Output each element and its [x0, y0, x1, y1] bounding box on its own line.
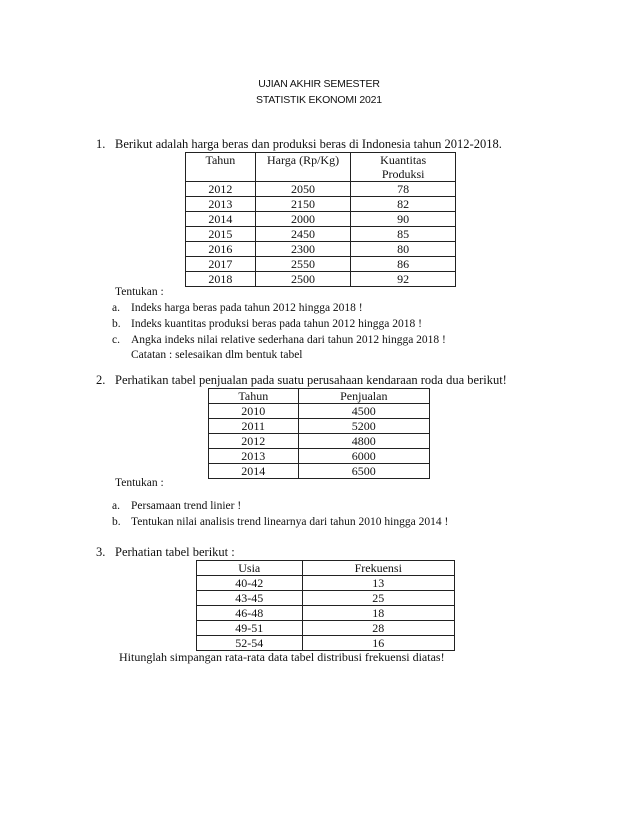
table-cell: 4800: [298, 434, 429, 449]
column-header: Harga (Rp/Kg): [255, 153, 351, 182]
table-cell: 18: [302, 606, 454, 621]
table-row: [186, 182, 456, 197]
table-cell: 2010: [209, 404, 299, 419]
column-header: Penjualan: [298, 389, 429, 404]
column-header: Usia: [197, 561, 303, 576]
item-text: Angka indeks nilai relative sederhana dari tahun 2012 hingga 2018 !: [131, 334, 446, 346]
table-row: [197, 591, 455, 606]
table-cell: 52-54: [197, 636, 303, 651]
table-cell: 82: [351, 197, 456, 212]
table-cell: 2014: [186, 212, 256, 227]
column-header: Produksi: [351, 167, 456, 182]
item-letter: b.: [112, 516, 121, 528]
table-cell: 49-51: [197, 621, 303, 636]
tentukan-label: Tentukan :: [115, 477, 164, 489]
table-cell: 2050: [255, 182, 351, 197]
table-cell: 6500: [298, 464, 429, 479]
item-text: Indeks kuantitas produksi beras pada tahun 2012 hingga 2018 !: [131, 318, 422, 330]
table-cell: 92: [351, 272, 456, 287]
column-header: Tahun: [209, 389, 299, 404]
table-header-row: [209, 389, 430, 404]
table-row: [197, 621, 455, 636]
table-cell: 2300: [255, 242, 351, 257]
question-number: 3.: [96, 545, 106, 559]
table-cell: 2013: [186, 197, 256, 212]
sales-table: [208, 388, 430, 479]
question-number: 2.: [96, 373, 106, 387]
table-header-row: [197, 561, 455, 576]
table-row: [197, 576, 455, 591]
table-cell: 2018: [186, 272, 256, 287]
table-cell: 2012: [209, 434, 299, 449]
rice-price-table: [185, 152, 456, 287]
table-cell: 40-42: [197, 576, 303, 591]
item-letter: c.: [112, 334, 120, 346]
table-cell: 2013: [209, 449, 299, 464]
closing-instruction: Hitunglah simpangan rata-rata data tabel distribusi frekuensi diatas!: [119, 650, 445, 664]
table-row: [186, 257, 456, 272]
table-cell: 2150: [255, 197, 351, 212]
column-header: Frekuensi: [302, 561, 454, 576]
table-row: [209, 464, 430, 479]
table-row: [209, 449, 430, 464]
table-cell: 78: [351, 182, 456, 197]
question-text: Perhatian tabel berikut :: [115, 545, 235, 559]
age-frequency-table: [196, 560, 455, 651]
table-cell: 2015: [186, 227, 256, 242]
column-header: Kuantitas: [351, 153, 456, 168]
table-cell: 43-45: [197, 591, 303, 606]
table-row: [186, 197, 456, 212]
item-text: Tentukan nilai analisis trend linearnya dari tahun 2010 hingga 2014 !: [131, 516, 449, 528]
table-row: [209, 434, 430, 449]
table-cell: 46-48: [197, 606, 303, 621]
table-cell: 2000: [255, 212, 351, 227]
table-cell: 4500: [298, 404, 429, 419]
table-cell: 86: [351, 257, 456, 272]
table-cell: 13: [302, 576, 454, 591]
table-row: [197, 606, 455, 621]
table-cell: 2014: [209, 464, 299, 479]
table-row: [197, 636, 455, 651]
exam-title: UJIAN AKHIR SEMESTER: [258, 78, 380, 90]
item-text: Persamaan trend linier !: [131, 500, 242, 512]
table-row: [186, 227, 456, 242]
item-letter: a.: [112, 500, 120, 512]
table-row: [186, 212, 456, 227]
table-row: [186, 272, 456, 287]
question-text: Perhatikan tabel penjualan pada suatu perusahaan kendaraan roda dua berikut!: [115, 373, 507, 387]
table-cell: 2450: [255, 227, 351, 242]
table-cell: 2500: [255, 272, 351, 287]
exam-subtitle: STATISTIK EKONOMI 2021: [256, 94, 382, 106]
table-cell: 85: [351, 227, 456, 242]
question-text: Berikut adalah harga beras dan produksi beras di Indonesia tahun 2012-2018.: [115, 137, 502, 151]
table-cell: 2016: [186, 242, 256, 257]
table-header-row: [186, 153, 456, 168]
table-cell: 2550: [255, 257, 351, 272]
table-cell: 90: [351, 212, 456, 227]
table-cell: 2011: [209, 419, 299, 434]
table-cell: 28: [302, 621, 454, 636]
note-text: Catatan : selesaikan dlm bentuk tabel: [131, 349, 303, 361]
item-letter: b.: [112, 318, 121, 330]
table-cell: 16: [302, 636, 454, 651]
table-cell: 25: [302, 591, 454, 606]
column-header: Tahun: [186, 153, 256, 182]
question-number: 1.: [96, 137, 106, 151]
table-cell: 80: [351, 242, 456, 257]
table-cell: 6000: [298, 449, 429, 464]
table-cell: 5200: [298, 419, 429, 434]
tentukan-label: Tentukan :: [115, 286, 164, 298]
table-row: [209, 404, 430, 419]
table-row: [186, 242, 456, 257]
item-text: Indeks harga beras pada tahun 2012 hingga 2018 !: [131, 302, 363, 314]
table-cell: 2017: [186, 257, 256, 272]
item-letter: a.: [112, 302, 120, 314]
table-cell: 2012: [186, 182, 256, 197]
table-row: [209, 419, 430, 434]
